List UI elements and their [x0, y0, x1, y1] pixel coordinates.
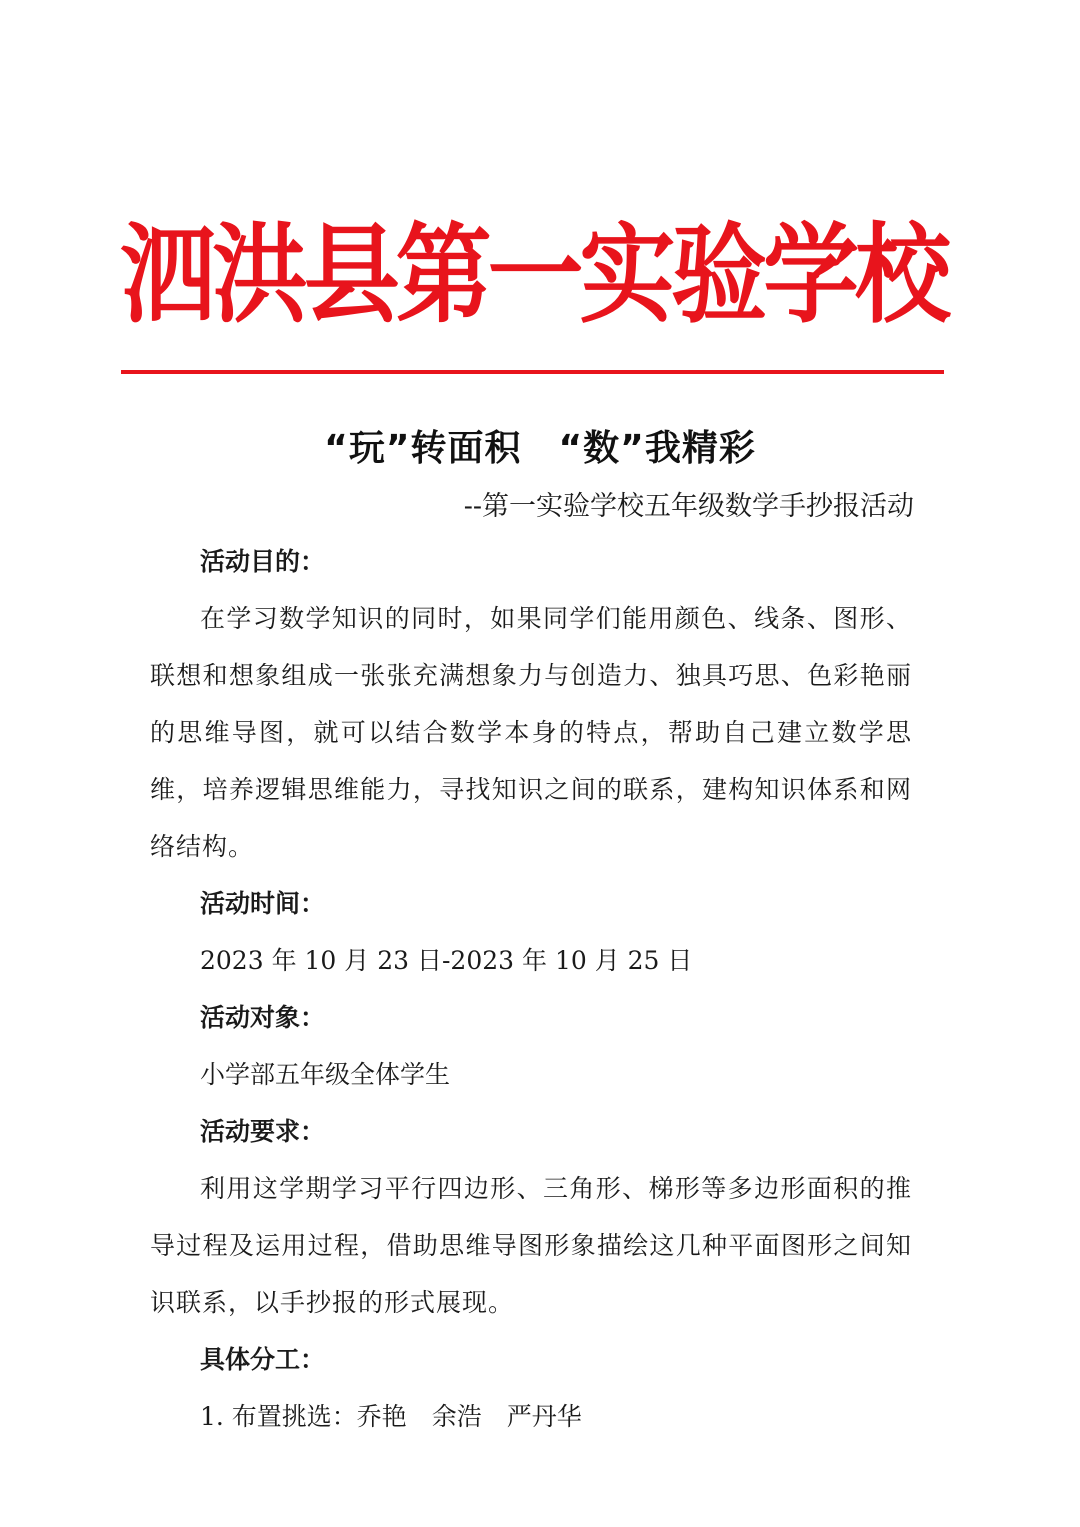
masthead-char: 实	[579, 212, 676, 338]
document-title: “玩”转面积 “数”我精彩	[324, 428, 756, 469]
document-body	[150, 533, 912, 1445]
section-heading-time: 活动时间：	[200, 889, 326, 918]
masthead-char: 第	[395, 212, 492, 338]
masthead-char: 学	[763, 212, 860, 338]
document-subtitle: --第一实验学校五年级数学手抄报活动	[463, 491, 914, 522]
section-heading-requirements: 活动要求：	[200, 1117, 326, 1146]
masthead-char: 洪	[211, 212, 308, 338]
section-text-target: 小学部五年级全体学生	[200, 1060, 451, 1089]
section-heading-purpose: 活动目的：	[200, 547, 326, 576]
school-masthead	[120, 205, 951, 345]
masthead-char: 验	[671, 212, 768, 338]
masthead-char: 一	[487, 212, 584, 338]
section-heading-target: 活动对象：	[200, 1003, 326, 1032]
masthead-char: 校	[855, 212, 951, 338]
section-text-time: 2023 年 10 月 23 日-2023 年 10 月 25 日	[200, 946, 693, 975]
section-text-requirements: 利用这学期学习平行四边形、三角形、梯形等多边形面积的推导过程及运用过程，借助思维导图形象描绘这几种平面图形之间知识联系，以手抄报的形式展现。	[150, 1174, 912, 1317]
masthead-char: 泗	[120, 212, 216, 338]
section-text-purpose: 在学习数学知识的同时，如果同学们能用颜色、线条、图形、联想和想象组成一张张充满想象力与创造力、独具巧思、色彩艳丽的思维导图，就可以结合数学本身的特点，帮助自己建立数学思维，培养逻辑思维能力，寻找知识之间的联系，建构知识体系和网络结构。	[150, 604, 912, 861]
division-item: 1. 布置挑选：乔艳 余浩 严丹华	[200, 1402, 582, 1431]
red-divider	[121, 370, 944, 374]
section-heading-division: 具体分工：	[200, 1345, 326, 1374]
masthead-char: 县	[303, 212, 400, 338]
